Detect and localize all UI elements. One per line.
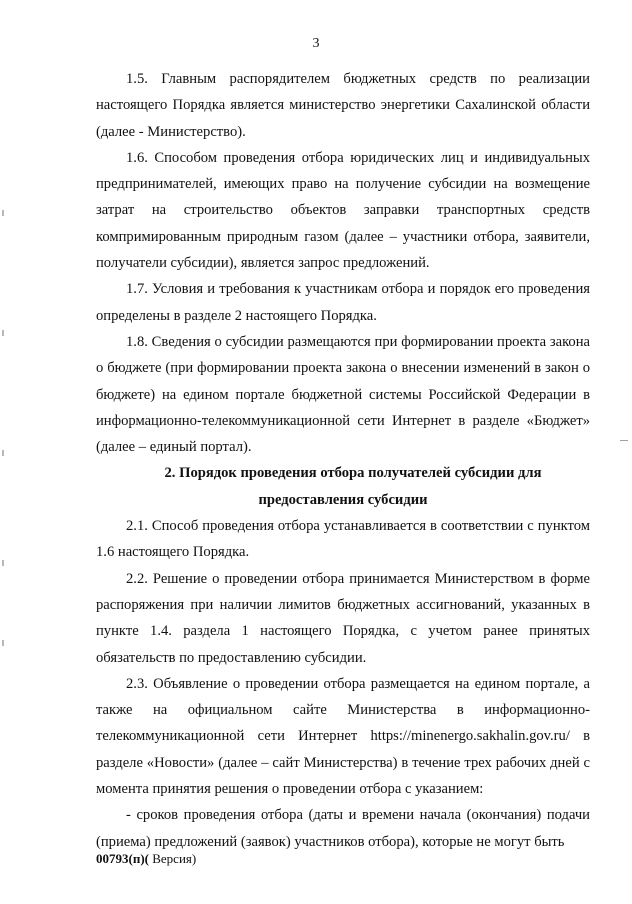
paragraph-2-3-item: - сроков проведения отбора (даты и времени начала (окончания) подачи (приема) предложений (заявок) участников отбора), которые не могут быть	[96, 807, 590, 850]
section-heading	[96, 460, 590, 513]
document-footer	[96, 851, 196, 867]
paragraph-2-1: 2.1. Способ проведения отбора устанавливается в соответствии с пунктом 1.6 настоящего Порядка.	[96, 518, 590, 561]
paragraph-1-5: 1.5. Главным распорядителем бюджетных средств по реализации настоящего Порядка является министерство энергетики Сахалинской области (далее - Министерство).	[96, 71, 590, 140]
scan-edge-mark	[2, 640, 4, 646]
paragraph-2-2: 2.2. Решение о проведении отбора принимается Министерством в форме распоряжения при наличии лимитов бюджетных ассигнований, указанных в пункте 1.4. раздела 1 настоящего Порядка, с учетом ранее принятых обязательств по предоставлению субсидии.	[96, 570, 590, 666]
scan-edge-mark	[2, 210, 4, 216]
page-number: 3	[312, 36, 320, 51]
document-body	[96, 66, 590, 855]
footer-code: 00793(п)(	[96, 851, 149, 866]
section-heading-line2: предоставления субсидии	[258, 491, 428, 508]
scan-edge-mark	[2, 450, 4, 456]
paragraph-2-3: 2.3. Объявление о проведении отбора размещается на едином портале, а также на официальном сайте Министерства в информационно-телекоммуникационной сети Интернет https://minenergo.sakhalin.gov.ru/ в разделе «Новости» (далее – сайт Министерства) в течение трех рабочих дней с момента принятия решения о проведении отбора с указанием:	[96, 675, 590, 798]
paragraph-1-8: 1.8. Сведения о субсидии размещаются при формировании проекта закона о бюджете (при формировании проекта закона о внесении изменений в закон о бюджете) на едином портале бюджетной системы Российской Федерации в информационно-телекоммуникационной сети Интернет в разделе «Бюджет» (далее – единый портал).	[96, 333, 590, 456]
scan-edge-mark	[620, 440, 628, 441]
scan-edge-mark	[2, 330, 4, 336]
paragraph-1-6: 1.6. Способом проведения отбора юридических лиц и индивидуальных предпринимателей, имеющих право на получение субсидии на возмещение затрат на строительство объектов заправки транспортных средств компримированным природным газом (далее – участники отбора, заявители, получатели субсидии), является запрос предложений.	[96, 149, 590, 272]
paragraph-1-7: 1.7. Условия и требования к участникам отбора и порядок его проведения определены в разделе 2 настоящего Порядка.	[96, 281, 590, 324]
section-heading-line1: 2. Порядок проведения отбора получателей субсидии для	[164, 465, 542, 482]
scan-edge-mark	[2, 560, 4, 566]
footer-version: Версия)	[148, 851, 197, 866]
